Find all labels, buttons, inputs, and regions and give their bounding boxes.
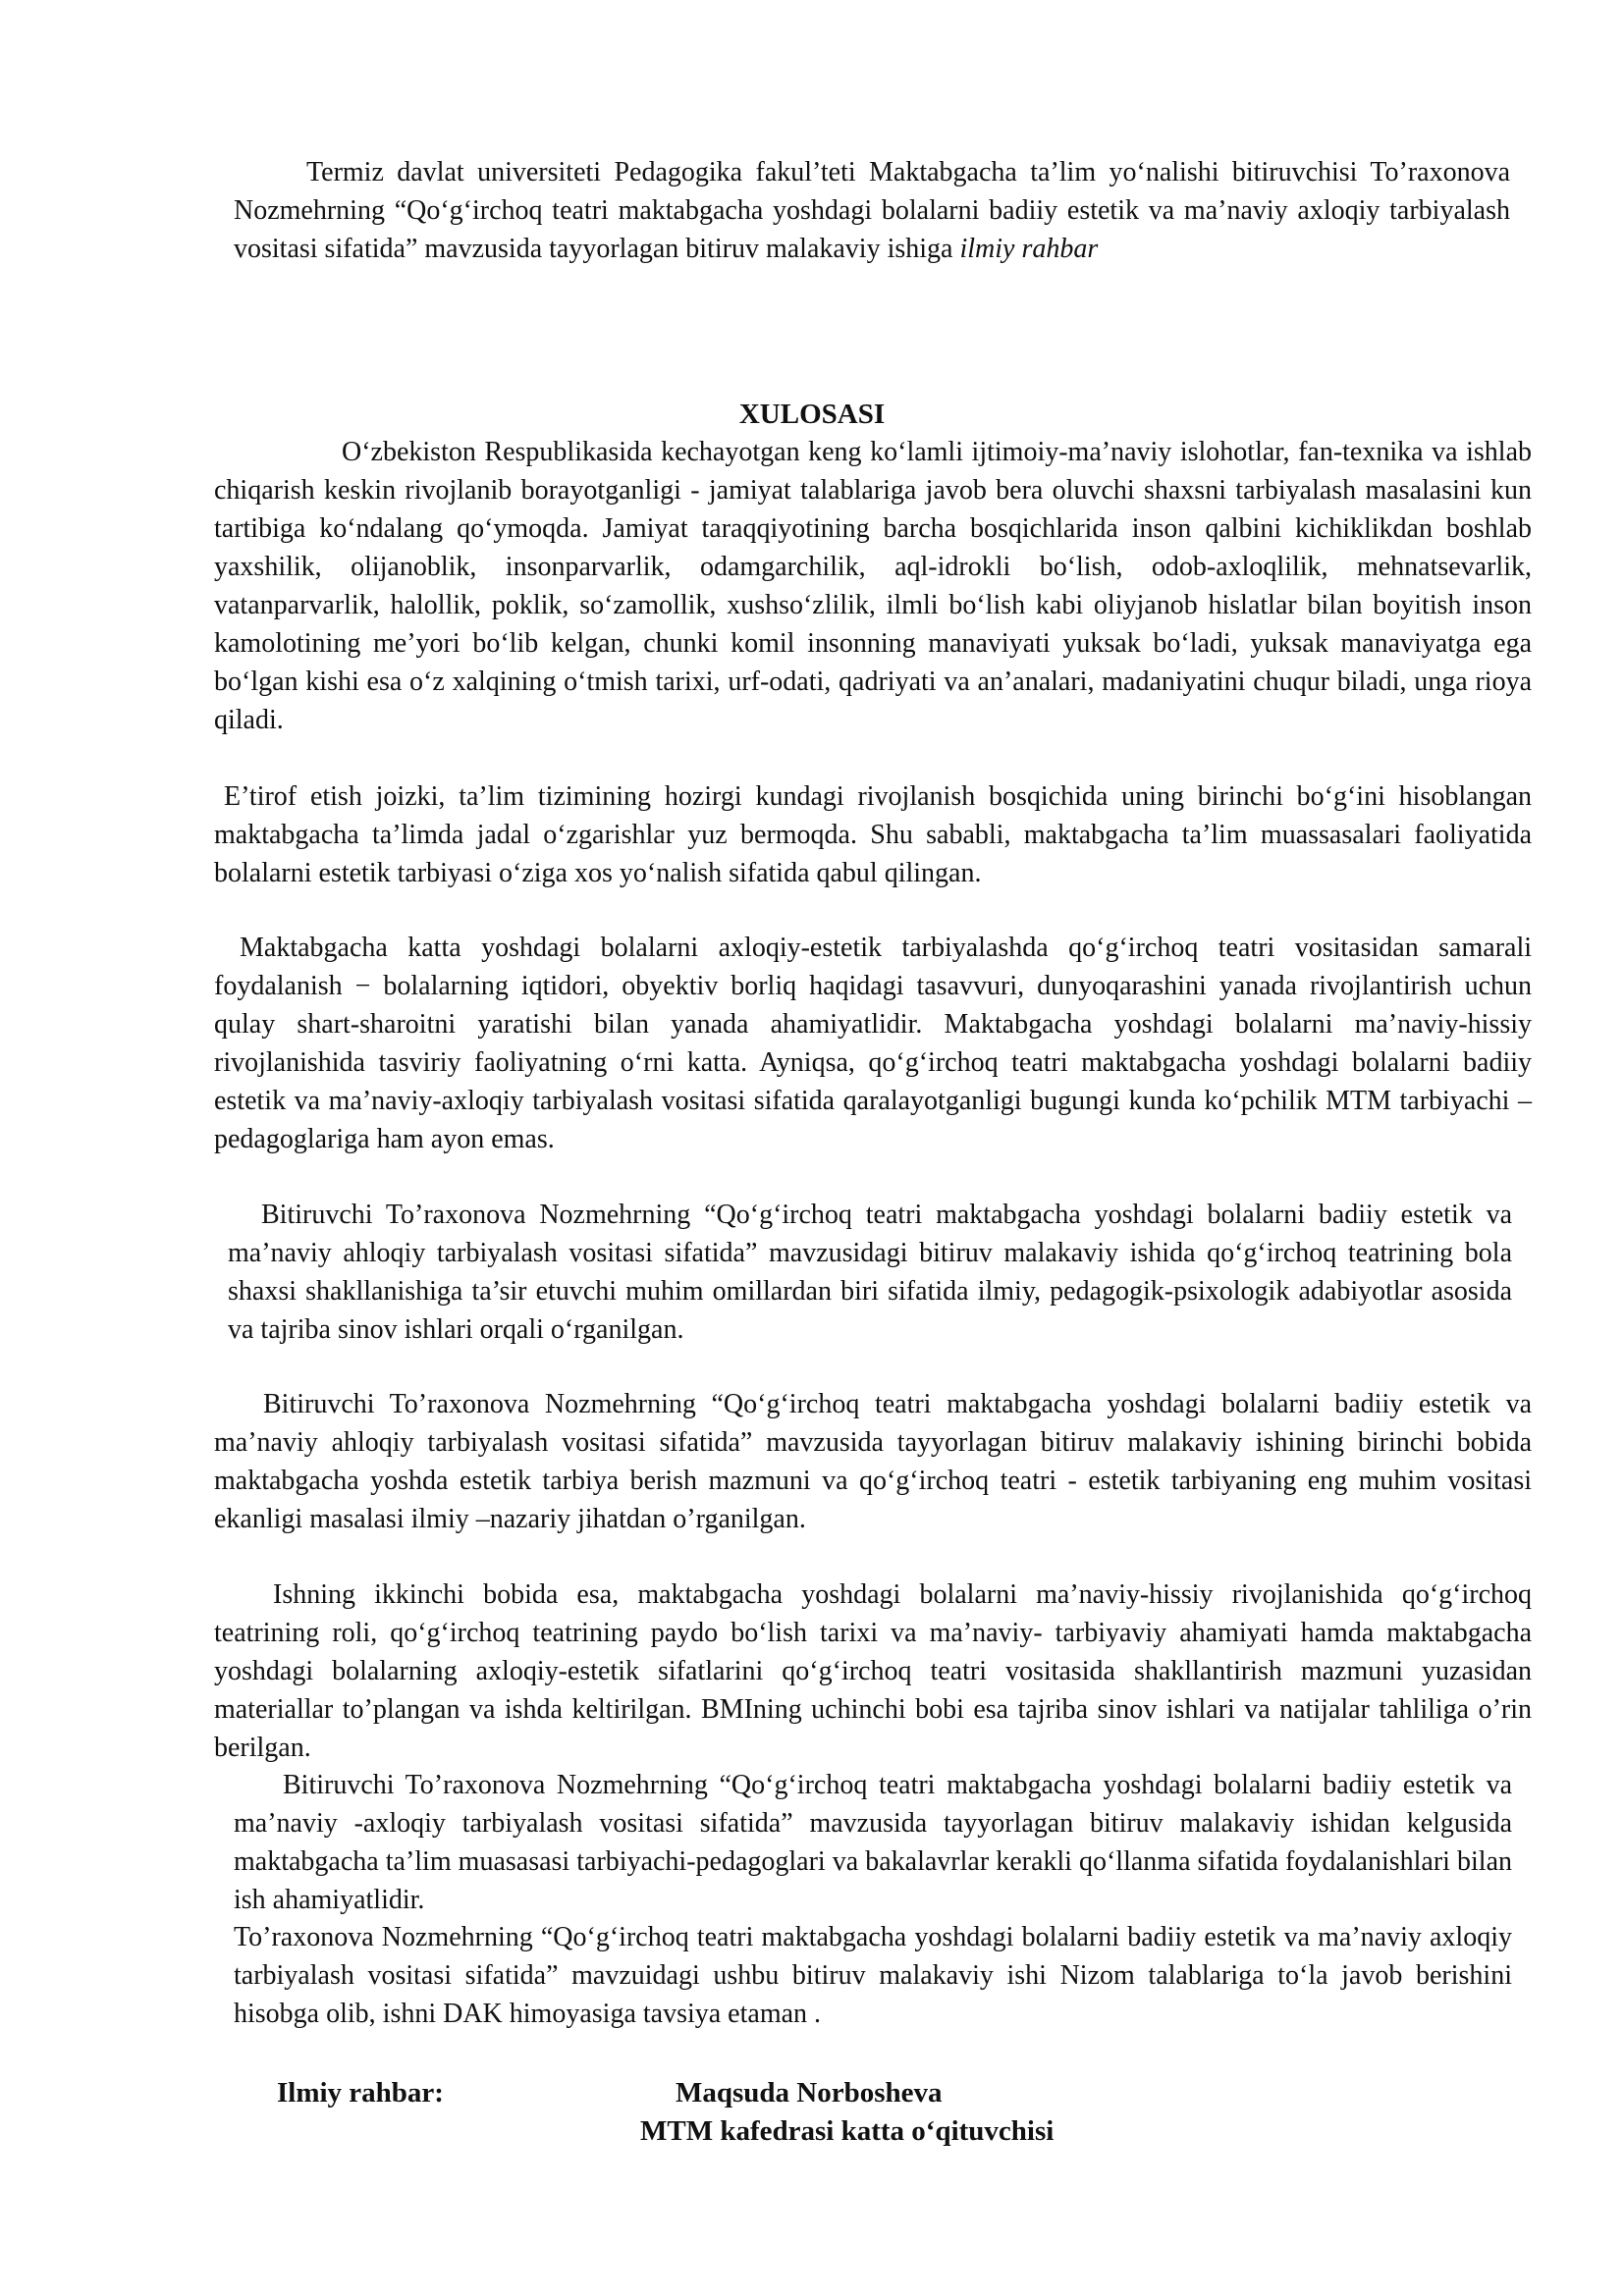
signature-position: MTM kafedrasi katta o‘qituvchisi — [640, 2115, 1055, 2147]
paragraph-5: Bitiruvchi To’raxonova Nozmehrning “Qo‘g‘irchoq teatri maktabgacha yoshdagi bolalarni badiiy estetik va ma’naviy ahloqiy tarbiyalash vositasi sifatida” mavzusida tayyorlagan bitiruv malakaviy ishining birinchi bobida maktabgacha yoshda estetik tarbiya berish mazmuni va qo‘g‘irchoq teatri - estetik tarbiyaning eng muhim vositasi ekanligi masalasi ilmiy –nazariy jihatdan o’rganilgan. — [214, 1389, 1532, 1534]
intro-text: Termiz davlat universiteti Pedagogika fakul’teti Maktabgacha ta’lim yo‘nalishi bitiruvchisi To’raxonova Nozmehrning “Qo‘g‘irchoq teatri maktabgacha yoshdagi bolalarni badiiy estetik va ma’naviy axloqiy tarbiyalash vositasi sifatida” mavzusida tayyorlagan bitiruv malakaviy ishiga — [234, 157, 1510, 264]
paragraph-2: E’tirof etish joizki, ta’lim tizimining hozirgi kundagi rivojlanish bosqichida uning birinchi bo‘g‘ini hisoblangan maktabgacha ta’limda jadal o‘zgarishlar yuz bermoqda. Shu sababli, maktabgacha ta’lim muassasalari faoliyatida bolalarni estetik tarbiyasi o‘ziga xos yo‘nalish sifatida qabul qilingan. — [214, 781, 1532, 888]
paragraph-7: Bitiruvchi To’raxonova Nozmehrning “Qo‘g‘irchoq teatri maktabgacha yoshdagi bolalarni badiiy estetik va ma’naviy -axloqiy tarbiyalash vositasi sifatida” mavzusida tayyorlagan bitiruv malakaviy ishidan kelgusida maktabgacha ta’lim muasasasi tarbiyachi-pedagoglari va bakalavrlar kerakli qo‘llanma sifatida foydalanishlari bilan ish ahamiyatlidir. — [234, 1770, 1512, 1915]
paragraph-3: Maktabgacha katta yoshdagi bolalarni axloqiy-estetik tarbiyalashda qo‘g‘irchoq teatri vositasidan samarali foydalanish − bolalarning iqtidori, obyektiv borliq haqidagi tasavvuri, dunyoqarashini yanada rivojlantirish uchun qulay shart-sharoitni yaratishi bilan yanada ahamiyatlidir. Maktabgacha yoshdagi bolalarni ma’naviy-hissiy rivojlanishida tasviriy faoliyatning o‘rni katta. Ayniqsa, qo‘g‘irchoq teatri maktabgacha yoshdagi bolalarni badiiy estetik va ma’naviy-axloqiy tarbiyalash vositasi sifatida qaralayotganligi bugungi kunda ko‘pchilik MTM tarbiyachi –pedagoglariga ham ayon emas. — [214, 933, 1532, 1154]
intro-paragraph — [234, 153, 1510, 268]
paragraph-1: O‘zbekiston Respublikasida kechayotgan keng ko‘lamli ijtimoiy-ma’naviy islohotlar, fan-texnika va ishlab chiqarish keskin rivojlanib borayotganligi - jamiyat talablariga javob bera oluvchi shaxsni tarbiyalash masalasini kun tartibiga ko‘ndalang qo‘ymoqda. Jamiyat taraqqiyotining barcha bosqichlarida inson qalbini kichiklikdan boshlab yaxshilik, olijanoblik, insonparvarlik, odamgarchilik, aql-idrokli bo‘lish, odob-axloqlilik, mehnatsevarlik, vatanparvarlik, halollik, poklik, so‘zamollik, xushso‘zlilik, ilmli bo‘lish kabi oliyjanob hislatlar bilan boyitish inson kamolotining me’yori bo‘lib kelgan, chunki komil insonning manaviyati yuksak bo‘ladi, yuksak manaviyatga ega bo‘lgan kishi esa o‘z xalqining o‘tmish tarixi, urf-odati, qadriyati va an’analari, madaniyatini chuqur biladi, unga rioya qiladi. — [214, 437, 1532, 735]
paragraph-8: To’raxonova Nozmehrning “Qo‘g‘irchoq teatri maktabgacha yoshdagi bolalarni badiiy estetik va ma’naviy axloqiy tarbiyalash vositasi sifatida” mavzuidagi ushbu bitiruv malakaviy ishi Nizom talablariga to‘la javob berishini hisobga olib, ishni DAK himoyasiga tavsiya etaman . — [234, 1922, 1512, 2029]
signature-label: Ilmiy rahbar: — [277, 2077, 444, 2109]
paragraph-6: Ishning ikkinchi bobida esa, maktabgacha yoshdagi bolalarni ma’naviy-hissiy rivojlanishida qo‘g‘irchoq teatrining roli, qo‘g‘irchoq teatrining paydo bo‘lish tarixi va ma’naviy- tarbiyaviy ahamiyati hamda maktabgacha yoshdagi bolalarning axloqiy-estetik sifatlarini qo‘g‘irchoq teatri vositasida shakllantirish mazmuni yuzasidan materiallar to’plangan va ishda keltirilgan. BMIning uchinchi bobi esa tajriba sinov ishlari va natijalar tahliliga o’rin berilgan. — [214, 1579, 1532, 1763]
paragraph-4: Bitiruvchi To’raxonova Nozmehrning “Qo‘g‘irchoq teatri maktabgacha yoshdagi bolalarni badiiy estetik va ma’naviy ahloqiy tarbiyalash vositasi sifatida” mavzusidagi bitiruv malakaviy ishida qo‘g‘irchoq teatrining bola shaxsi shakllanishiga ta’sir etuvchi muhim omillardan biri sifatida ilmiy, pedagogik-psixologik adabiyotlar asosida va tajriba sinov ishlari orqali o‘rganilgan. — [228, 1200, 1512, 1345]
intro-emphasis: ilmiy rahbar — [959, 234, 1099, 264]
document-title: XULOSASI — [738, 399, 886, 430]
signature-name: Maqsuda Norbosheva — [676, 2077, 943, 2109]
